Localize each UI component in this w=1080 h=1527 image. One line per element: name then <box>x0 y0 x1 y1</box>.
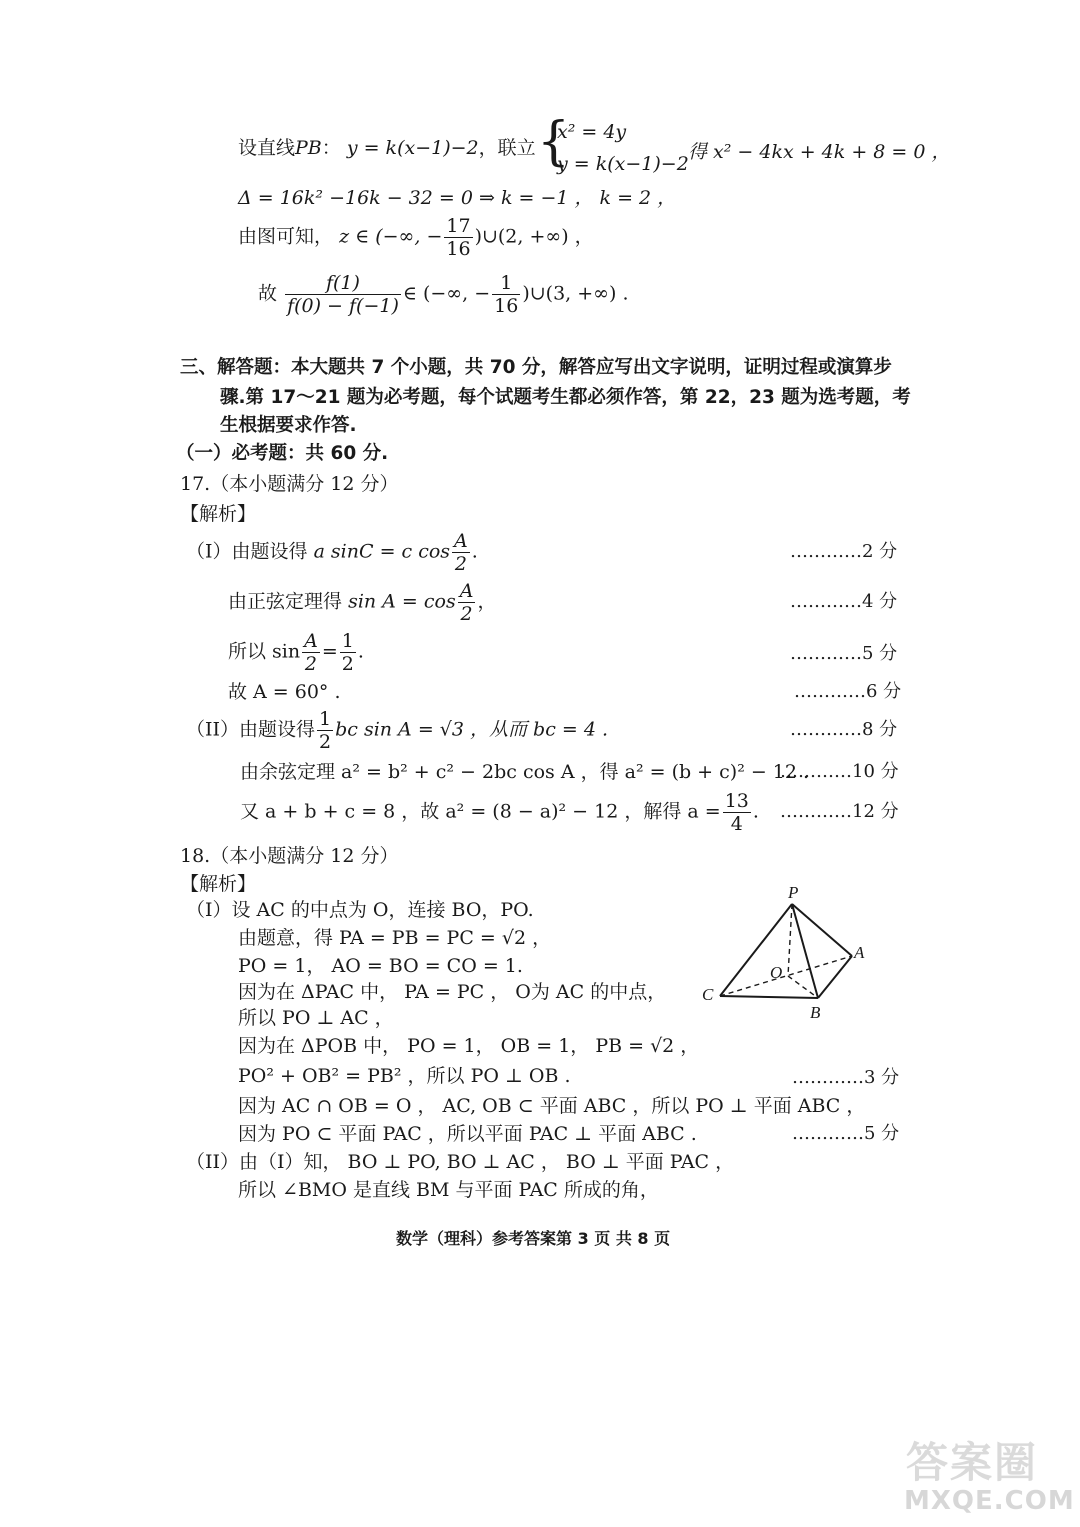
edge-ba <box>818 956 852 998</box>
text: 故 <box>258 282 278 305</box>
label-b: B <box>810 1003 821 1022</box>
system-eq-1: x² = 4y <box>557 121 627 143</box>
q18-line-10: （II）由（I）知， BO ⊥ PO, BO ⊥ AC ， BO ⊥ 平面 PAC ， <box>186 1151 735 1173</box>
q18-score-2: …………5 分 <box>792 1123 900 1144</box>
text: 所以 sin <box>228 640 301 663</box>
text: . <box>752 800 759 823</box>
q18-score-1: …………3 分 <box>792 1067 900 1088</box>
text: ， <box>477 590 497 613</box>
fraction <box>458 580 476 625</box>
text: = <box>321 640 338 663</box>
text: sin A = cos <box>348 590 456 613</box>
edge-pc <box>720 904 792 996</box>
text: . <box>357 640 364 663</box>
q17-score-1: …………2 分 <box>790 541 898 562</box>
watermark-url: MXQE.COM <box>904 1486 1075 1516</box>
text: ∈ (−∞, − <box>402 282 491 305</box>
numerator: 1 <box>319 708 332 730</box>
watermark-logo: 答案圈 <box>906 1438 1039 1487</box>
fraction <box>285 272 401 317</box>
denominator: 2 <box>460 603 473 625</box>
subsection-heading: （一）必考题：共 60 分. <box>176 443 389 464</box>
line-set-pb <box>238 136 536 160</box>
q18-heading: 18.（本小题满分 12 分） <box>180 845 399 867</box>
q18-line-8: 因为 AC ∩ OB = O ， AC, OB ⊂ 平面 ABC ，所以 PO ⊥ 平面 ABC ， <box>238 1095 866 1117</box>
fraction <box>317 708 333 753</box>
numerator: A <box>459 580 474 602</box>
text: ： <box>321 137 341 159</box>
q18-line-11: 所以 ∠BMO 是直线 BM 与平面 PAC 所成的角， <box>238 1179 659 1201</box>
text: （II）由题设得 <box>186 718 316 741</box>
denominator: 16 <box>446 238 471 260</box>
section-heading-line-1: 三、解答题：本大题共 7 个小题，共 70 分，解答应写出文字说明，证明过程或演算步 <box>180 357 892 378</box>
q17-analysis-label: 【解析】 <box>180 503 257 525</box>
q18-analysis-label: 【解析】 <box>180 873 257 895</box>
numerator: 13 <box>724 790 749 812</box>
denominator: 2 <box>454 553 467 575</box>
numerator: 17 <box>446 215 471 237</box>
q18-line-6: 因为在 ΔPOB 中， PO = 1， OB = 1， PB = √2 ， <box>238 1035 700 1057</box>
q17-score-3: …………5 分 <box>790 643 898 664</box>
fraction <box>492 272 520 317</box>
text: )∪(3, +∞) . <box>522 282 629 305</box>
denominator: 2 <box>319 731 332 753</box>
label-o: O <box>770 963 783 982</box>
text: 由图可知， <box>238 225 334 248</box>
numerator: A <box>454 530 468 552</box>
text: ，联立 <box>478 137 536 159</box>
edge-pb <box>792 904 818 998</box>
q18-line-9: 因为 PO ⊂ 平面 PAC ，所以平面 PAC ⊥ 平面 ABC . <box>238 1123 697 1145</box>
discriminant-line: Δ = 16k² −16k − 32 = 0 ⇒ k = −1 ， k = 2 ， <box>238 187 677 209</box>
numerator: 1 <box>492 272 520 295</box>
section-heading-line-3: 生根据要求作答. <box>220 415 357 436</box>
q17-step-2 <box>228 580 496 625</box>
edge-cb <box>720 996 818 998</box>
denominator: 4 <box>730 813 743 835</box>
denominator: f(0) − f(−1) <box>287 295 399 317</box>
q17-step-7 <box>240 790 759 835</box>
q18-line-7: PO² + OB² = PB² ，所以 PO ⊥ OB . <box>238 1065 571 1087</box>
q17-score-4: …………6 分 <box>794 681 902 702</box>
numerator: 1 <box>341 630 354 652</box>
q17-step-3 <box>228 630 364 675</box>
q17-step-1 <box>186 530 478 575</box>
text: （I）由题设得 <box>186 540 308 563</box>
text: . <box>471 540 478 563</box>
segment-po-hidden <box>788 904 792 976</box>
edge-ca-hidden <box>720 956 852 996</box>
q17-score-5: …………8 分 <box>790 719 898 740</box>
system-eq-2: y = k(x−1)−2 <box>557 153 689 175</box>
denominator: 16 <box>494 295 519 317</box>
q18-line-2: 由题意，得 PA = PB = PC = √2 ， <box>238 927 552 949</box>
label-c: C <box>702 985 714 1004</box>
label-a: A <box>854 943 865 962</box>
fraction <box>302 630 320 675</box>
q18-line-3: PO = 1， AO = BO = CO = 1. <box>238 955 523 977</box>
text: z ∈ (−∞, − <box>339 225 443 248</box>
numerator: A <box>304 630 318 652</box>
denominator: 2 <box>341 653 354 675</box>
text: )∪(2, +∞) ， <box>474 225 594 248</box>
page-footer: 数学（理科）参考答案第 3 页 共 8 页 <box>396 1229 671 1248</box>
q18-line-4: 因为在 ΔPAC 中， PA = PC ， O为 AC 的中点， <box>238 981 667 1003</box>
q17-score-7: …………12 分 <box>780 801 899 822</box>
q18-line-5: 所以 PO ⊥ AC ， <box>238 1007 394 1029</box>
text: PB <box>295 137 322 159</box>
edge-pa <box>792 904 852 956</box>
text: bc sin A = √3 ，从而 bc = 4 . <box>335 718 609 741</box>
range-z-line <box>238 215 594 260</box>
system-brace: { <box>537 112 571 172</box>
text: 由正弦定理得 <box>228 590 343 613</box>
fraction <box>452 530 470 575</box>
fraction <box>340 630 356 675</box>
fraction <box>723 790 751 835</box>
q17-step-4: 故 A = 60° . <box>228 681 341 703</box>
section-heading-line-2: 骤.第 17～21 题为必考题，每个试题考生都必须作答，第 22，23 题为选考题，考 <box>220 387 911 408</box>
q18-line-1: （I）设 AC 的中点为 O，连接 BO，PO. <box>186 899 534 921</box>
q17-score-6: …………10 分 <box>780 761 899 782</box>
fraction <box>444 215 472 260</box>
pyramid-figure <box>696 882 876 1022</box>
text: 又 a + b + c = 8 ，故 a² = (8 − a)² − 12 ，解得 a = <box>240 800 721 823</box>
denominator: 2 <box>304 653 318 675</box>
quadratic-result: 得 x² − 4kx + 4k + 8 = 0 ， <box>688 141 951 163</box>
q17-heading: 17.（本小题满分 12 分） <box>180 473 399 495</box>
text: y = k(x−1)−2 <box>346 137 479 159</box>
text: 设直线 <box>238 137 296 159</box>
numerator: f(1) <box>285 272 401 295</box>
conclusion-ratio-line <box>258 272 628 317</box>
q17-score-2: …………4 分 <box>790 591 898 612</box>
label-p: P <box>788 883 799 902</box>
q17-step-6: 由余弦定理 a² = b² + c² − 2bc cos A ，得 a² = (b + c)² − 12 . <box>240 761 810 783</box>
q17-step-5 <box>186 708 608 753</box>
text: a sinC = c cos <box>313 540 451 563</box>
